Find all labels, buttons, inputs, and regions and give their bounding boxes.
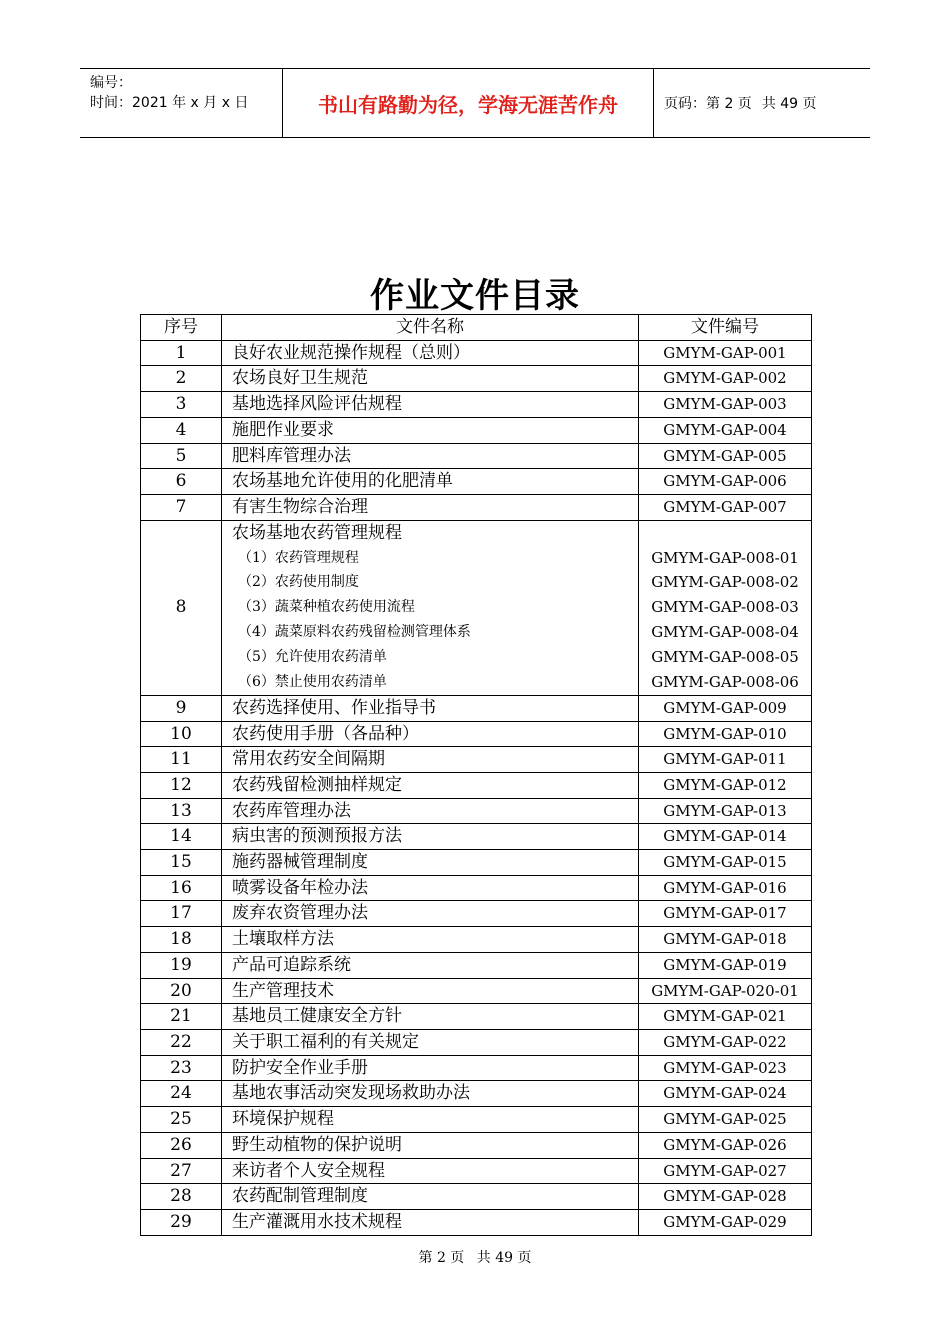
row-name: 防护安全作业手册 <box>222 1055 639 1081</box>
row-name: 基地农事活动突发现场救助办法 <box>222 1081 639 1107</box>
table-row <box>141 1030 812 1056</box>
sub-item-name: （6）禁止使用农药清单 <box>238 673 387 690</box>
table-body <box>141 340 812 1235</box>
row-code: GMYM-GAP-009 <box>639 695 812 721</box>
table-row <box>141 952 812 978</box>
row-name: 农药使用手册（各品种） <box>222 721 639 747</box>
row-name: 基地选择风险评估规程 <box>222 392 639 418</box>
row-seq: 10 <box>141 721 222 747</box>
table-row <box>141 927 812 953</box>
row-seq: 1 <box>141 340 222 366</box>
row-code: GMYM-GAP-029 <box>639 1209 812 1235</box>
row-seq: 14 <box>141 824 222 850</box>
row-name: 喷雾设备年检办法 <box>222 875 639 901</box>
row-code: GMYM-GAP-022 <box>639 1030 812 1056</box>
footer-page: 第 2 页 <box>418 1250 465 1266</box>
row-seq: 26 <box>141 1132 222 1158</box>
row-seq: 3 <box>141 392 222 418</box>
row-code: GMYM-GAP-021 <box>639 1004 812 1030</box>
row-code: GMYM-GAP-025 <box>639 1107 812 1133</box>
row-code: GMYM-GAP-023 <box>639 1055 812 1081</box>
col-header-name: 文件名称 <box>222 315 639 341</box>
row-name: 来访者个人安全规程 <box>222 1158 639 1184</box>
row-name: 产品可追踪系统 <box>222 952 639 978</box>
row-name: 农药配制管理制度 <box>222 1184 639 1210</box>
row-name: 农场基地允许使用的化肥清单 <box>222 469 639 495</box>
sub-item-name: （1）农药管理规程 <box>238 549 359 566</box>
col-header-code: 文件编号 <box>639 315 812 341</box>
header-page-info <box>654 69 870 137</box>
row-code: GMYM-GAP-015 <box>639 850 812 876</box>
row-seq: 21 <box>141 1004 222 1030</box>
row-seq: 16 <box>141 875 222 901</box>
row-seq: 22 <box>141 1030 222 1056</box>
table-row <box>141 1184 812 1210</box>
row-code: GMYM-GAP-016 <box>639 875 812 901</box>
row-seq: 29 <box>141 1209 222 1235</box>
table-row <box>141 978 812 1004</box>
sub-item-code: GMYM-GAP-008-02 <box>651 573 799 592</box>
table-row <box>141 824 812 850</box>
group-title-code <box>639 521 811 546</box>
row-name: 常用农药安全间隔期 <box>222 747 639 773</box>
row-name: 生产管理技术 <box>222 978 639 1004</box>
row-code: GMYM-GAP-007 <box>639 494 812 520</box>
row-seq: 23 <box>141 1055 222 1081</box>
row-code: GMYM-GAP-011 <box>639 747 812 773</box>
row-code: GMYM-GAP-010 <box>639 721 812 747</box>
table-row <box>141 1158 812 1184</box>
row-seq: 6 <box>141 469 222 495</box>
table-row <box>141 417 812 443</box>
row-name: 有害生物综合治理 <box>222 494 639 520</box>
row-seq: 8 <box>141 520 222 695</box>
row-seq: 28 <box>141 1184 222 1210</box>
row-seq: 25 <box>141 1107 222 1133</box>
row-code: GMYM-GAP-003 <box>639 392 812 418</box>
row-code: GMYM-GAP-028 <box>639 1184 812 1210</box>
row-name: 环境保护规程 <box>222 1107 639 1133</box>
row-name: 农场良好卫生规范 <box>222 366 639 392</box>
sub-item-name: （4）蔬菜原料农药残留检测管理体系 <box>238 624 471 641</box>
table-header-row <box>141 315 812 341</box>
header-meta <box>80 69 282 137</box>
table-row <box>141 443 812 469</box>
row-seq: 9 <box>141 695 222 721</box>
sub-item-code: GMYM-GAP-008-01 <box>651 548 799 567</box>
table-row-group <box>141 520 812 695</box>
sub-item-name: （2）农药使用制度 <box>238 574 359 591</box>
row-name: 农药残留检测抽样规定 <box>222 772 639 798</box>
row-name: 基地员工健康安全方针 <box>222 1004 639 1030</box>
table-row <box>141 340 812 366</box>
row-code: GMYM-GAP-012 <box>639 772 812 798</box>
table-row <box>141 850 812 876</box>
header-motto: 书山有路勤为径，学海无涯苦作舟 <box>282 69 654 137</box>
table-row <box>141 1132 812 1158</box>
sub-item-code: GMYM-GAP-008-06 <box>651 672 799 691</box>
table-row <box>141 772 812 798</box>
row-seq: 13 <box>141 798 222 824</box>
row-seq: 2 <box>141 366 222 392</box>
row-seq: 4 <box>141 417 222 443</box>
row-name: 关于职工福利的有关规定 <box>222 1030 639 1056</box>
header-time-label: 时间：2021 年 x 月 x 日 <box>90 95 249 111</box>
row-code: GMYM-GAP-024 <box>639 1081 812 1107</box>
row-code: GMYM-GAP-017 <box>639 901 812 927</box>
row-name: 废弃农资管理办法 <box>222 901 639 927</box>
sub-item-name: （5）允许使用农药清单 <box>238 649 387 666</box>
row-code: GMYM-GAP-002 <box>639 366 812 392</box>
row-seq: 11 <box>141 747 222 773</box>
table-row <box>141 392 812 418</box>
header-page-label: 页码：第 2 页 <box>664 96 752 112</box>
header-total-label: 共 49 页 <box>761 96 817 112</box>
row-code: GMYM-GAP-004 <box>639 417 812 443</box>
row-name: 良好农业规范操作规程（总则） <box>222 340 639 366</box>
row-seq: 12 <box>141 772 222 798</box>
table-row <box>141 1004 812 1030</box>
row-name-group <box>222 520 639 695</box>
footer-total: 共 49 页 <box>476 1250 532 1266</box>
row-code: GMYM-GAP-020-01 <box>639 978 812 1004</box>
row-seq: 27 <box>141 1158 222 1184</box>
page-title: 作业文件目录 <box>370 276 580 316</box>
row-seq: 20 <box>141 978 222 1004</box>
row-seq: 17 <box>141 901 222 927</box>
row-seq: 24 <box>141 1081 222 1107</box>
row-seq: 15 <box>141 850 222 876</box>
sub-item-code: GMYM-GAP-008-05 <box>651 648 799 667</box>
table-row <box>141 366 812 392</box>
row-name: 农药选择使用、作业指导书 <box>222 695 639 721</box>
table-row <box>141 721 812 747</box>
row-code: GMYM-GAP-001 <box>639 340 812 366</box>
row-code: GMYM-GAP-005 <box>639 443 812 469</box>
row-seq: 5 <box>141 443 222 469</box>
row-name: 施药器械管理制度 <box>222 850 639 876</box>
header-number-label: 编号： <box>90 75 132 91</box>
row-name: 生产灌溉用水技术规程 <box>222 1209 639 1235</box>
table-row <box>141 747 812 773</box>
table-row <box>141 875 812 901</box>
row-name: 施肥作业要求 <box>222 417 639 443</box>
col-header-seq: 序号 <box>141 315 222 341</box>
row-name: 肥料库管理办法 <box>222 443 639 469</box>
table-row <box>141 1209 812 1235</box>
row-name: 病虫害的预测预报方法 <box>222 824 639 850</box>
page-header <box>80 68 870 138</box>
table-row <box>141 695 812 721</box>
group-title: 农场基地农药管理规程 <box>232 522 402 543</box>
row-name: 野生动植物的保护说明 <box>222 1132 639 1158</box>
row-code: GMYM-GAP-013 <box>639 798 812 824</box>
row-name: 农药库管理办法 <box>222 798 639 824</box>
table-row <box>141 1107 812 1133</box>
row-seq: 7 <box>141 494 222 520</box>
row-code: GMYM-GAP-026 <box>639 1132 812 1158</box>
row-name: 土壤取样方法 <box>222 927 639 953</box>
sub-item-name: （3）蔬菜种植农药使用流程 <box>238 599 415 616</box>
row-code: GMYM-GAP-018 <box>639 927 812 953</box>
row-seq: 18 <box>141 927 222 953</box>
row-seq: 19 <box>141 952 222 978</box>
row-code-group <box>639 520 812 695</box>
table-row <box>141 901 812 927</box>
sub-item-code: GMYM-GAP-008-03 <box>651 598 799 617</box>
page-footer <box>0 1247 950 1267</box>
row-code: GMYM-GAP-014 <box>639 824 812 850</box>
table-row <box>141 494 812 520</box>
row-code: GMYM-GAP-019 <box>639 952 812 978</box>
row-code: GMYM-GAP-006 <box>639 469 812 495</box>
toc-table <box>140 314 812 1236</box>
table-row <box>141 798 812 824</box>
table-row <box>141 1055 812 1081</box>
table-row <box>141 469 812 495</box>
table-row <box>141 1081 812 1107</box>
row-code: GMYM-GAP-027 <box>639 1158 812 1184</box>
sub-item-code: GMYM-GAP-008-04 <box>651 623 799 642</box>
